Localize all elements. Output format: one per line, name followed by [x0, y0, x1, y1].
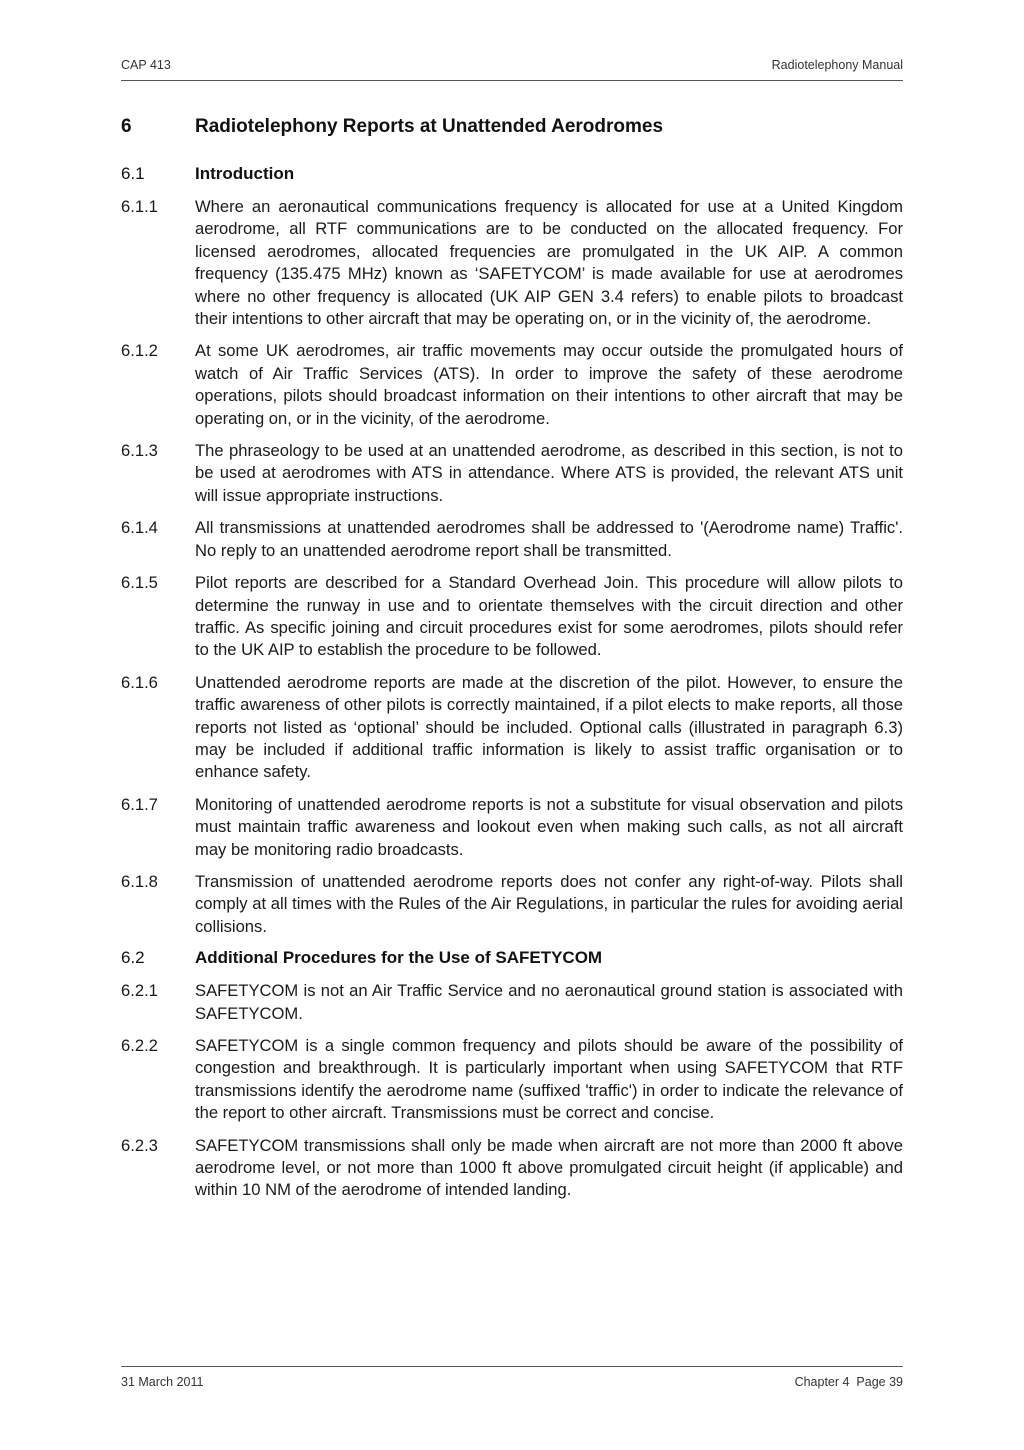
chapter-title: Radiotelephony Reports at Unattended Aerodromes: [195, 116, 664, 137]
paragraph: [121, 980, 903, 1025]
section-heading: [121, 948, 903, 968]
paragraph-text: Unattended aerodrome reports are made at the discretion of the pilot. However, to ensure the traffic awareness of other pilots is correctly maintained, if a pilot elects to make reports, all those reports not listed as ‘optional’ should be included. Optional calls (illustrated in paragraph 6.3) may be included if additional traffic information is likely to assist traffic organisation or to enhance safety.: [195, 672, 903, 782]
paragraph-number: 6.1.7: [121, 794, 158, 814]
paragraph-text: SAFETYCOM transmissions shall only be made when aircraft are not more than 2000 ft above aerodrome level, or not more than 1000 ft above promulgated circuit height (if applicable) and within 10 NM of the aerodrome of intended landing.: [195, 1135, 903, 1200]
paragraph-text: The phraseology to be used at an unattended aerodrome, as described in this section, is not to be used at aerodromes with ATS in attendance. Where ATS is provided, the relevant ATS unit will issue appropriate instructions.: [195, 441, 903, 505]
paragraph-number: 6.1.6: [121, 672, 158, 692]
paragraph-number: 6.2.2: [121, 1036, 158, 1055]
paragraph: [121, 672, 903, 784]
paragraph: [121, 871, 903, 938]
paragraph: [121, 1035, 903, 1125]
page-content: [121, 116, 903, 1212]
chapter-number: 6: [121, 116, 132, 137]
page-header: [121, 58, 903, 81]
paragraph-number: 6.1.2: [121, 341, 158, 361]
paragraph: [121, 340, 903, 430]
paragraph-text: Pilot reports are described for a Standard Overhead Join. This procedure will allow pilots to determine the runway in use and to orientate themselves with the circuit direction and other traffic. As specific joining and circuit procedures exist for some aerodromes, pilots should refer to the UK AIP to establish the procedure to be followed.: [195, 573, 903, 660]
paragraph-number: 6.1.4: [121, 518, 158, 538]
paragraph-text: SAFETYCOM is not an Air Traffic Service and no aeronautical ground station is associated with SAFETYCOM.: [195, 981, 903, 1023]
paragraph: [121, 440, 903, 507]
paragraph: [121, 196, 903, 330]
publication-date: 31 March 2011: [121, 1375, 204, 1389]
paragraph-number: 6.2.3: [121, 1135, 158, 1155]
document-id: CAP 413: [121, 58, 171, 72]
page-number: Chapter 4 Page 39: [794, 1375, 903, 1389]
paragraph-text: At some UK aerodromes, air traffic movements may occur outside the promulgated hours of watch of Air Traffic Services (ATS). In order to improve the safety of these aerodrome operations, pilots should broadcast information on their intentions to other aircraft that may be operating on, or in the vicinity, of the aerodrome.: [195, 341, 903, 428]
paragraph: [121, 572, 903, 662]
paragraph-text: Monitoring of unattended aerodrome reports is not a substitute for visual observation and pilots must maintain traffic awareness and lookout even when making such calls, as not all aircraft may be monitoring radio broadcasts.: [195, 794, 903, 859]
section-title: Introduction: [195, 164, 295, 183]
paragraph-text: Transmission of unattended aerodrome reports does not confer any right-of-way. Pilots shall comply at all times with the Rules of the Air Regulations, in particular the rules for avoiding aerial collisions.: [195, 871, 903, 936]
paragraph: [121, 1135, 903, 1202]
section-number: 6.1: [121, 164, 145, 183]
paragraph: [121, 517, 903, 562]
chapter-heading: [121, 116, 903, 138]
paragraph-number: 6.1.1: [121, 197, 158, 216]
paragraph-number: 6.1.3: [121, 441, 158, 461]
section-heading: [121, 164, 903, 184]
paragraph-text: Where an aeronautical communications frequency is allocated for use at a United Kingdom aerodrome, all RTF communications are to be conducted on the allocated frequency. For licensed aerodromes, allocated frequencies are promulgated in the UK AIP. A common frequency (135.475 MHz) known as ‘SAFETYCOM’ is made available for use at aerodromes where no other frequency is allocated (UK AIP GEN 3.4 refers) to enable pilots to broadcast their intentions to other aircraft that may be operating on, or in the vicinity of, the aerodrome.: [195, 197, 903, 329]
section-title: Additional Procedures for the Use of SAFETYCOM: [195, 948, 603, 968]
section-number: 6.2: [121, 948, 145, 968]
document-title: Radiotelephony Manual: [771, 58, 903, 72]
paragraph: [121, 794, 903, 861]
paragraph-number: 6.1.8: [121, 871, 158, 891]
paragraph-number: 6.2.1: [121, 981, 158, 1001]
paragraph-text: All transmissions at unattended aerodromes shall be addressed to '(Aerodrome name) Traffic'. No reply to an unattended aerodrome report shall be transmitted.: [195, 518, 903, 560]
paragraph-text: SAFETYCOM is a single common frequency and pilots should be aware of the possibility of congestion and breakthrough. It is particularly important when using SAFETYCOM that RTF transmissions identify the aerodrome name (suffixed 'traffic') in order to indicate the relevance of the report to other aircraft. Transmissions must be correct and concise.: [195, 1036, 903, 1123]
page-footer: [121, 1366, 903, 1395]
paragraph-number: 6.1.5: [121, 573, 158, 593]
